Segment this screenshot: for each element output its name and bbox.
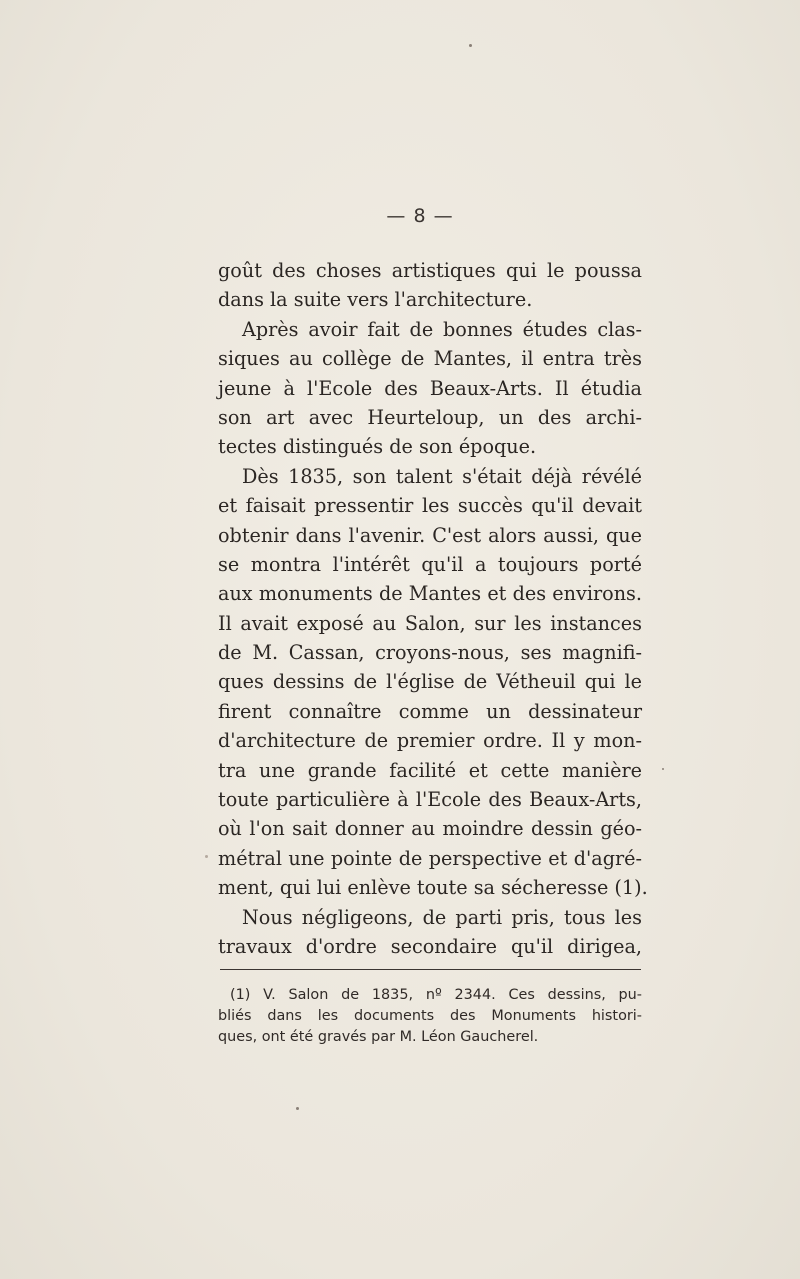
paper-speck (296, 1107, 299, 1110)
text-line: firent connaître comme un dessinateur (218, 699, 642, 723)
paper-speck (469, 44, 472, 47)
text-line: travaux d'ordre secondaire qu'il dirigea, (218, 934, 642, 958)
page-number: — 8 — (386, 205, 454, 227)
text-line: et faisait pressentir les succès qu'il devait (218, 494, 642, 518)
text-line: goût des choses artistiques qui le poussa (218, 259, 642, 282)
text-line: Nous négligeons, de parti pris, tous les (242, 905, 642, 929)
text-line: Il avait exposé au Salon, sur les instances (218, 611, 642, 635)
text-line: jeune à l'Ecole des Beaux-Arts. Il étudia (218, 376, 642, 400)
text-line: où l'on sait donner au moindre dessin géo- (218, 817, 642, 841)
body-text (218, 256, 648, 961)
text-line: tectes distingués de son époque. (218, 435, 537, 459)
text-line: ques dessins de l'église de Vétheuil qui le (218, 670, 642, 694)
text-line: obtenir dans l'avenir. C'est alors aussi, que (218, 523, 642, 547)
text-line: aux monuments de Mantes et des environs. (218, 582, 642, 606)
text-line: ment, qui lui enlève toute sa sécheresse (1). (218, 876, 648, 900)
text-line: tra une grande facilité et cette manière (218, 758, 642, 782)
footnote-separator (220, 969, 641, 970)
text-line: se montra l'intérêt qu'il a toujours porté (218, 552, 642, 576)
paper-speck (205, 855, 208, 858)
footnote-line: (1) V. Salon de 1835, nº 2344. Ces dessins, pu- (230, 987, 642, 1003)
text-line: de M. Cassan, croyons-nous, ses magnifi- (218, 641, 642, 665)
paper-speck (662, 768, 664, 770)
text-line: d'architecture de premier ordre. Il y mon- (218, 729, 642, 753)
footnote (218, 985, 642, 1048)
text-line: siques au collège de Mantes, il entra très (218, 347, 642, 371)
text-line: métral une pointe de perspective et d'agré- (218, 846, 642, 870)
text-line: son art avec Heurteloup, un des archi- (218, 405, 642, 429)
text-line: Dès 1835, son talent s'était déjà révélé (242, 464, 642, 488)
footnote-line: ques, ont été gravés par M. Léon Gaucherel. (218, 1029, 539, 1045)
text-line: Après avoir fait de bonnes études clas- (242, 317, 642, 341)
text-line: dans la suite vers l'architecture. (218, 288, 533, 312)
text-line: toute particulière à l'Ecole des Beaux-Arts, (218, 788, 642, 812)
footnote-line: bliés dans les documents des Monuments histori- (218, 1008, 642, 1024)
